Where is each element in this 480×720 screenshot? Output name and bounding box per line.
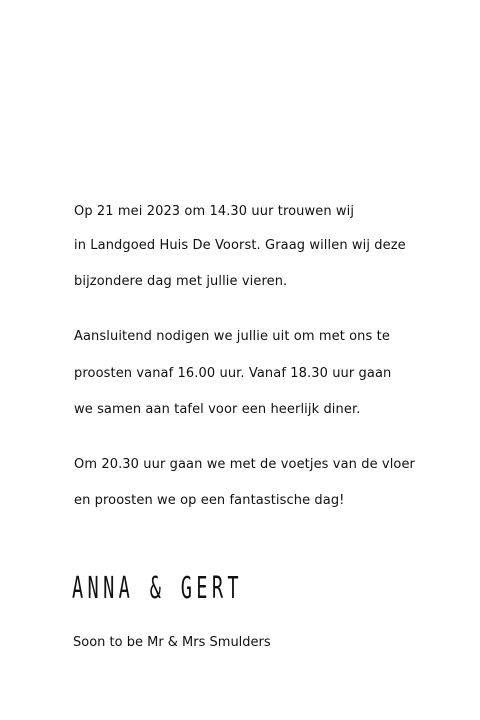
tagline: Soon to be Mr & Mrs Smulders — [73, 635, 271, 650]
couple-names: ANNA & GERT — [72, 571, 243, 606]
paragraph-1-line-3: bijzondere dag met jullie vieren. — [74, 274, 288, 289]
paragraph-3-line-1: Om 20.30 uur gaan we met de voetjes van de vloer — [74, 457, 415, 472]
paragraph-1-line-2: in Landgoed Huis De Voorst. Graag willen wij deze — [74, 238, 406, 253]
paragraph-3-line-2: en proosten we op een fantastische dag! — [74, 493, 345, 508]
paragraph-2-line-3: we samen aan tafel voor een heerlijk diner. — [74, 402, 361, 417]
paragraph-2-line-2: proosten vanaf 16.00 uur. Vanaf 18.30 uur gaan — [74, 366, 392, 381]
paragraph-1-line-1: Op 21 mei 2023 om 14.30 uur trouwen wij — [74, 204, 355, 219]
paragraph-2-line-1: Aansluitend nodigen we jullie uit om met ons te — [74, 329, 390, 344]
